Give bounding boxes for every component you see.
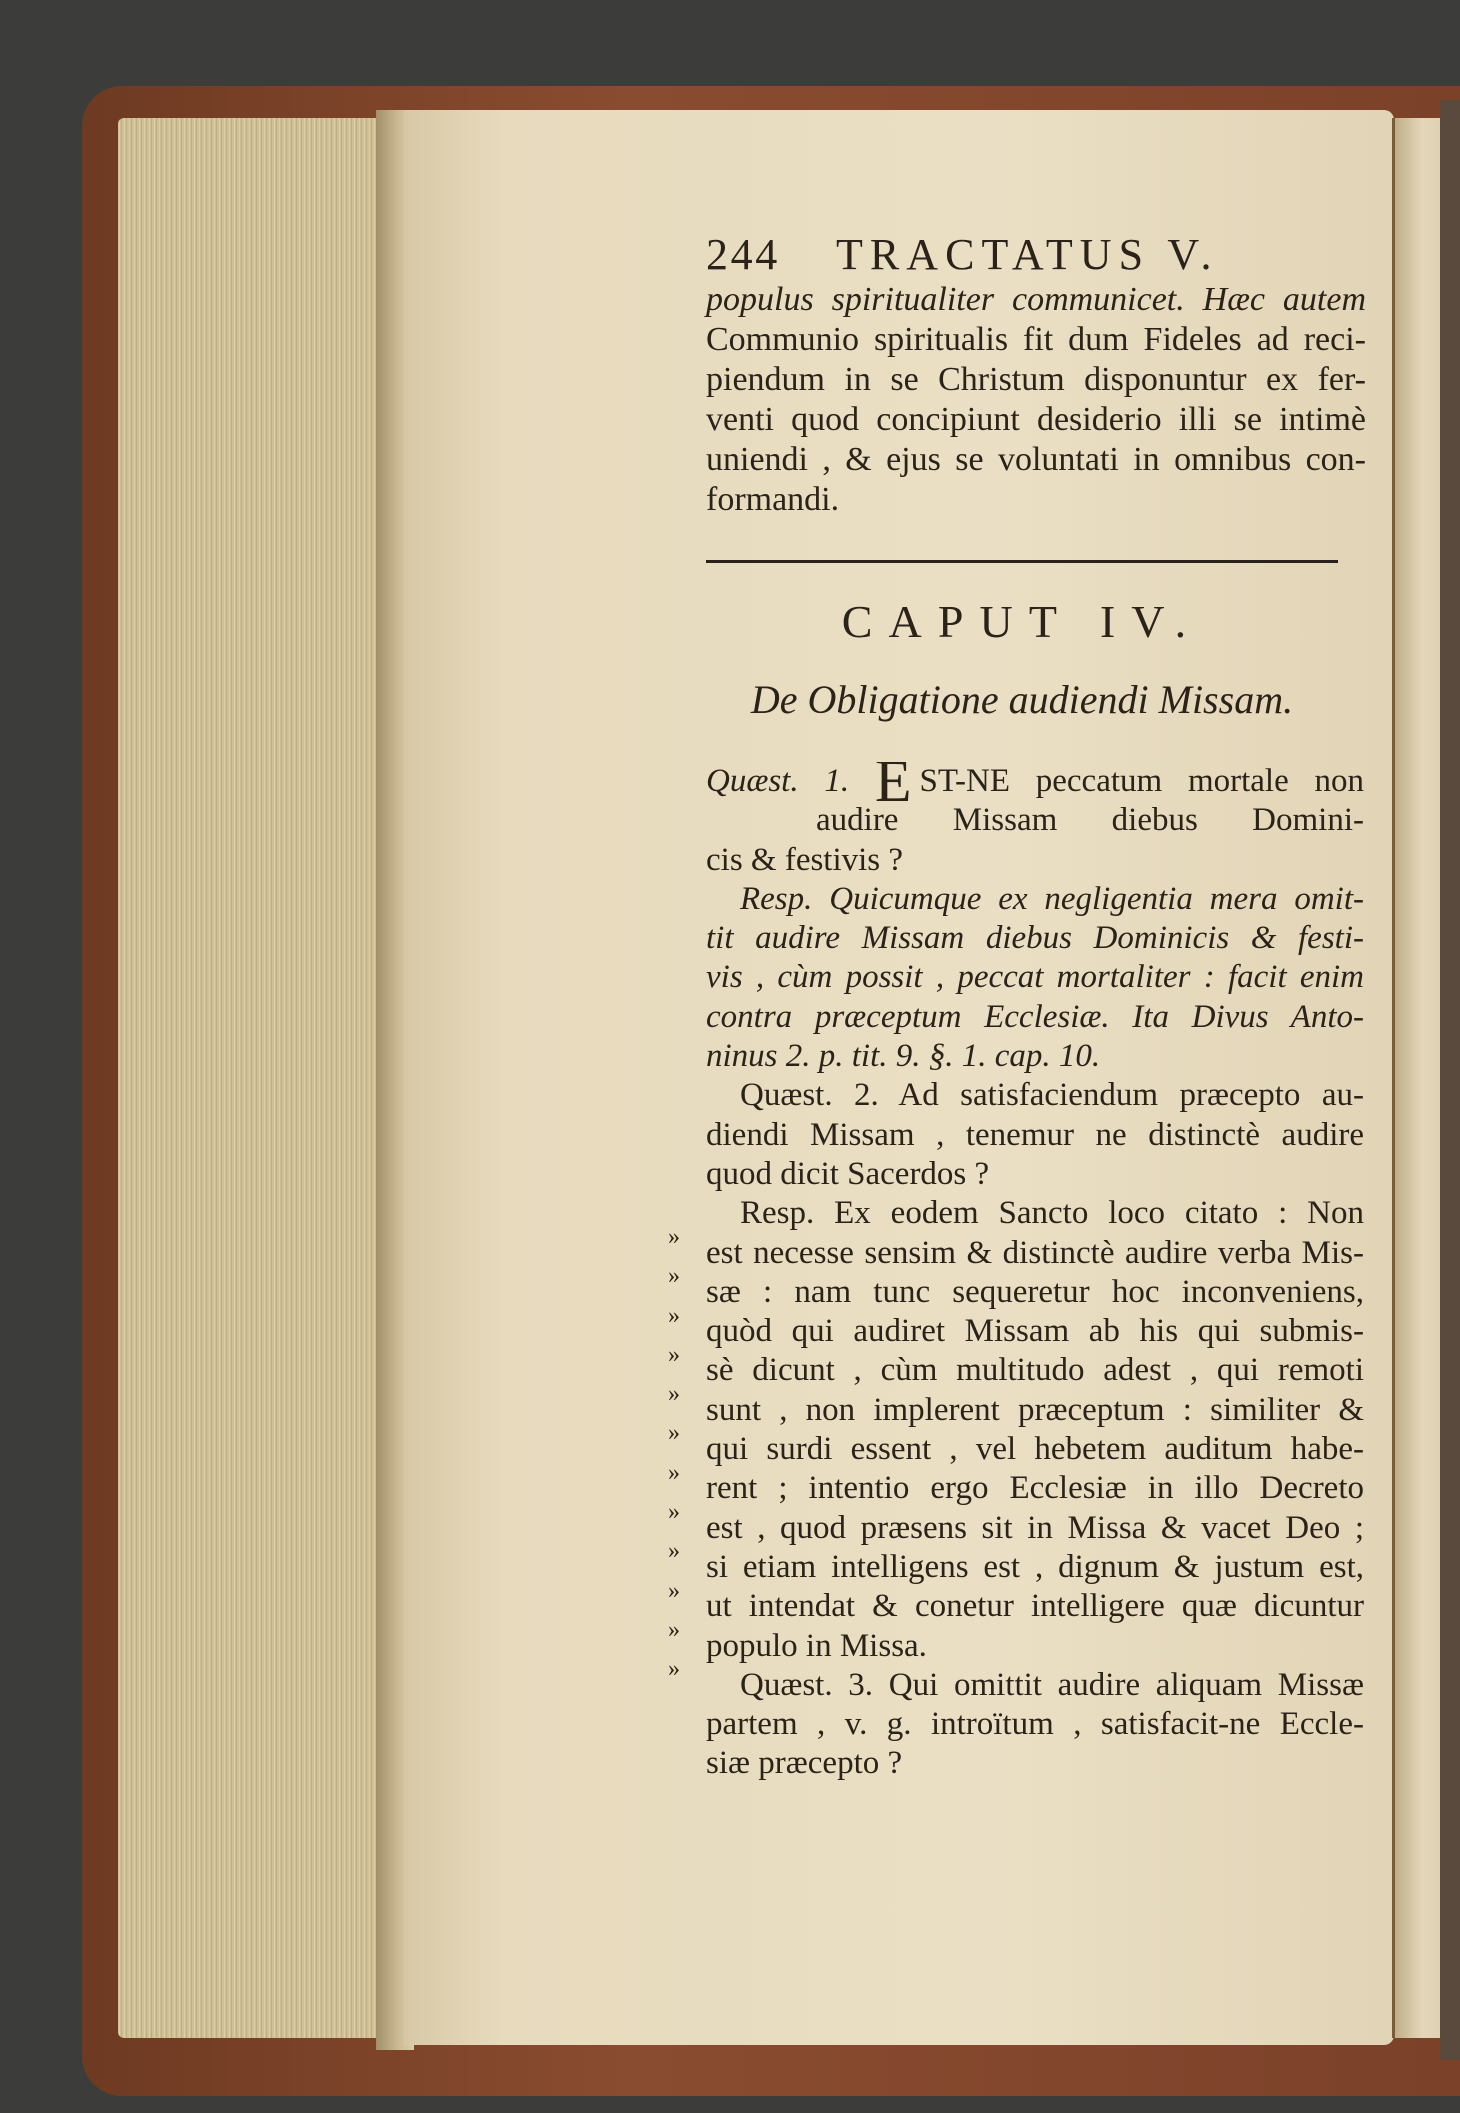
response-line: tit audire Missam diebus Dominicis & festi- [706, 920, 1364, 957]
response-line: contra præceptum Ecclesiæ. Ita Divus Anto- [706, 998, 1364, 1035]
chapter-heading: CAPUT IV. [841, 596, 1203, 647]
section-rule [706, 560, 1338, 563]
response-line: est necesse sensim & distinctè audire verba Mis- [706, 1234, 1364, 1271]
question-line: diendi Missam , tenemur ne distinctè audire [706, 1116, 1364, 1153]
intro-line: venti quod concipiunt desiderio illi se intimè [706, 401, 1366, 438]
quote-mark: » [668, 1538, 680, 1565]
page-number: 244 [706, 230, 780, 279]
question-line: Quæst. 2. Ad satisfaciendum præcepto au- [740, 1077, 1364, 1114]
response-line: qui surdi essent , vel hebetem auditum habe- [706, 1431, 1364, 1468]
response-line: vis , cùm possit , peccat mortaliter : facit enim [706, 959, 1364, 996]
response-line: populo in Missa. [706, 1627, 927, 1664]
intro-line: Communio spiritualis fit dum Fideles ad reci- [706, 321, 1366, 358]
intro-line: uniendi , & ejus se voluntati in omnibus con- [706, 441, 1366, 478]
response-line: sunt , non implerent præceptum : similiter & [706, 1391, 1364, 1428]
response-line: ut intendat & conetur intelligere quæ dicuntur [706, 1588, 1364, 1625]
response-line: quòd qui audiret Missam ab his qui submis- [706, 1313, 1364, 1350]
running-title: TRACTATUS V. [836, 230, 1219, 279]
question-line: audire Missam diebus Domini- [816, 802, 1364, 839]
question-1 [706, 762, 1364, 880]
question-2 [706, 1076, 1364, 1194]
response-line: rent ; intentio ergo Ecclesiæ in illo Decreto [706, 1470, 1364, 1507]
question-line: cis & festivis ? [706, 841, 904, 878]
question-line: siæ præcepto ? [706, 1745, 903, 1782]
facing-cover-edge [1440, 100, 1460, 2060]
question-label: Quæst. 1. [706, 763, 850, 799]
quote-mark: » [668, 1616, 680, 1643]
response-line: si etiam intelligens est , dignum & justum est, [706, 1548, 1364, 1585]
running-head [706, 230, 1366, 280]
quote-mark: » [668, 1656, 680, 1683]
chapter-body [706, 762, 1364, 1784]
quote-mark: » [668, 1499, 680, 1526]
question-line: quod dicit Sacerdos ? [706, 1155, 990, 1192]
intro-line: formandi. [706, 481, 840, 518]
question-3 [706, 1666, 1364, 1784]
question-line: partem , v. g. introïtum , satisfacit-ne Eccle- [706, 1706, 1364, 1743]
quote-mark: » [668, 1302, 680, 1329]
response-line: sæ : nam tunc sequeretur hoc inconveniens, [706, 1273, 1364, 1310]
page-edges [118, 118, 404, 2038]
response-line: Resp. Quicumque ex negligentia mera omit- [740, 880, 1364, 917]
quote-mark: » [668, 1224, 680, 1250]
intro-line: populus spiritualiter communicet. Hæc autem [706, 281, 1366, 318]
response-line: sè dicunt , cùm multitudo adest , qui remoti [706, 1352, 1364, 1389]
quote-mark: » [668, 1420, 680, 1447]
quote-mark: » [668, 1381, 680, 1408]
page-header-block [706, 230, 1366, 520]
quote-mark: » [668, 1577, 680, 1604]
question-line: Quæst. 1. E ST-NE peccatum mortale non [706, 762, 1364, 814]
intro-line: piendum in se Christum disponuntur ex fer- [706, 361, 1366, 398]
drop-cap: E [874, 762, 912, 814]
question-line: Quæst. 3. Qui omittit audire aliquam Missæ [740, 1666, 1364, 1703]
quote-mark: » [668, 1263, 680, 1290]
quote-mark: » [668, 1459, 680, 1486]
marginal-quote-marks [668, 1218, 698, 1690]
chapter-subtitle: De Obligatione audiendi Missam. [750, 677, 1294, 722]
quote-mark: » [668, 1341, 680, 1368]
response-1 [706, 880, 1364, 1076]
response-2 [706, 1194, 1364, 1666]
response-line: ninus 2. p. tit. 9. §. 1. cap. 10. [706, 1038, 1101, 1075]
response-line: Resp. Ex eodem Sancto loco citato : Non [740, 1195, 1364, 1232]
response-line: est , quod præsens sit in Missa & vacet Deo ; [706, 1509, 1364, 1546]
